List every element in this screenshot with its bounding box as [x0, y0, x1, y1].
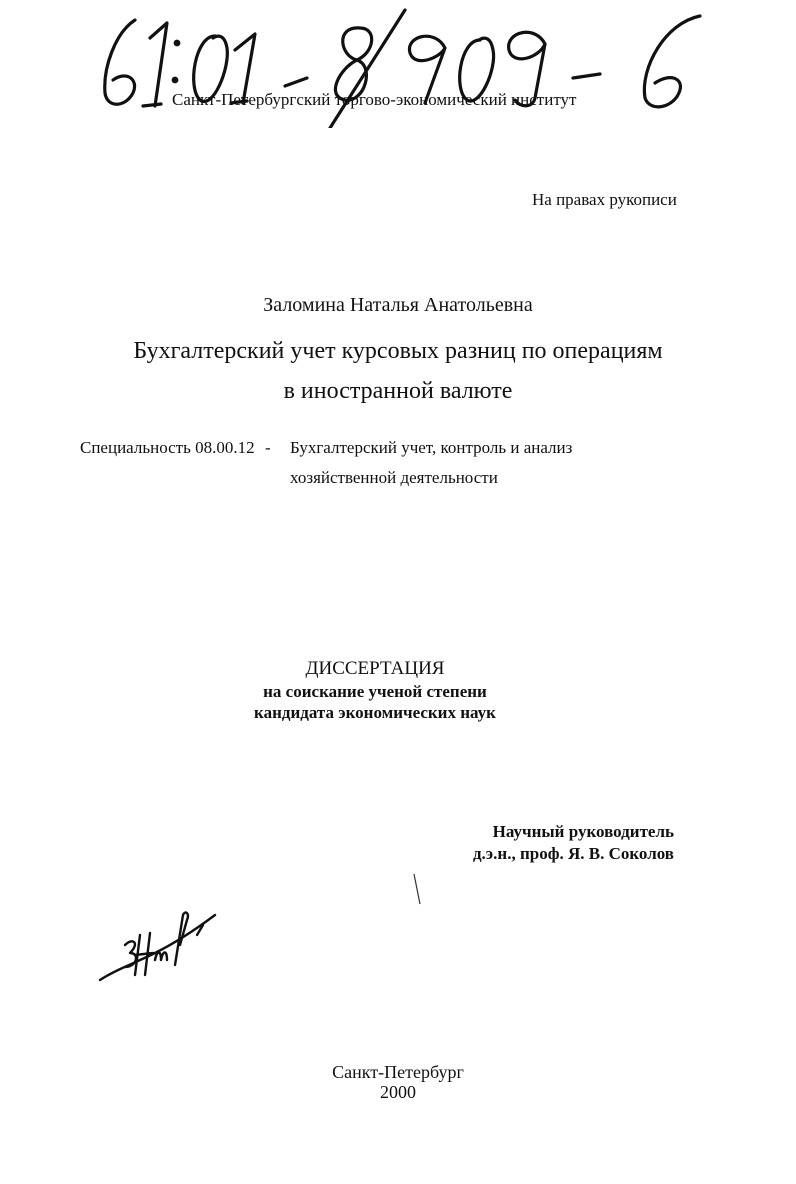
specialty-dash: - — [265, 438, 271, 457]
institution-name: Санкт-Петербургский торгово-экономический институт — [172, 90, 577, 109]
dissertation-degree-line2: кандидата экономических наук — [254, 703, 496, 722]
specialty-label: Специальность 08.00.12 — [80, 438, 255, 457]
scan-mark — [412, 872, 422, 906]
dissertation-degree-line1: на соискание ученой степени — [263, 682, 487, 701]
supervisor-role: Научный руководитель — [492, 822, 674, 841]
dissertation-title-line1: Бухгалтерский учет курсовых разниц по операциям — [133, 338, 663, 364]
dissertation-title-line2: в иностранной валюте — [283, 378, 513, 404]
specialty-name-line1: Бухгалтерский учет, контроль и анализ — [290, 438, 573, 457]
specialty-name-line2: хозяйственной деятельности — [290, 468, 498, 487]
author-signature — [95, 905, 225, 985]
year: 2000 — [380, 1082, 416, 1102]
dissertation-heading: ДИССЕРТАЦИЯ — [305, 658, 445, 679]
author-name: Заломина Наталья Анатольевна — [263, 294, 533, 316]
manuscript-rights-note: На правах рукописи — [532, 190, 677, 209]
handwritten-archive-number — [95, 8, 715, 128]
supervisor-name: д.э.н., проф. Я. В. Соколов — [472, 844, 674, 863]
city: Санкт-Петербург — [332, 1062, 464, 1082]
